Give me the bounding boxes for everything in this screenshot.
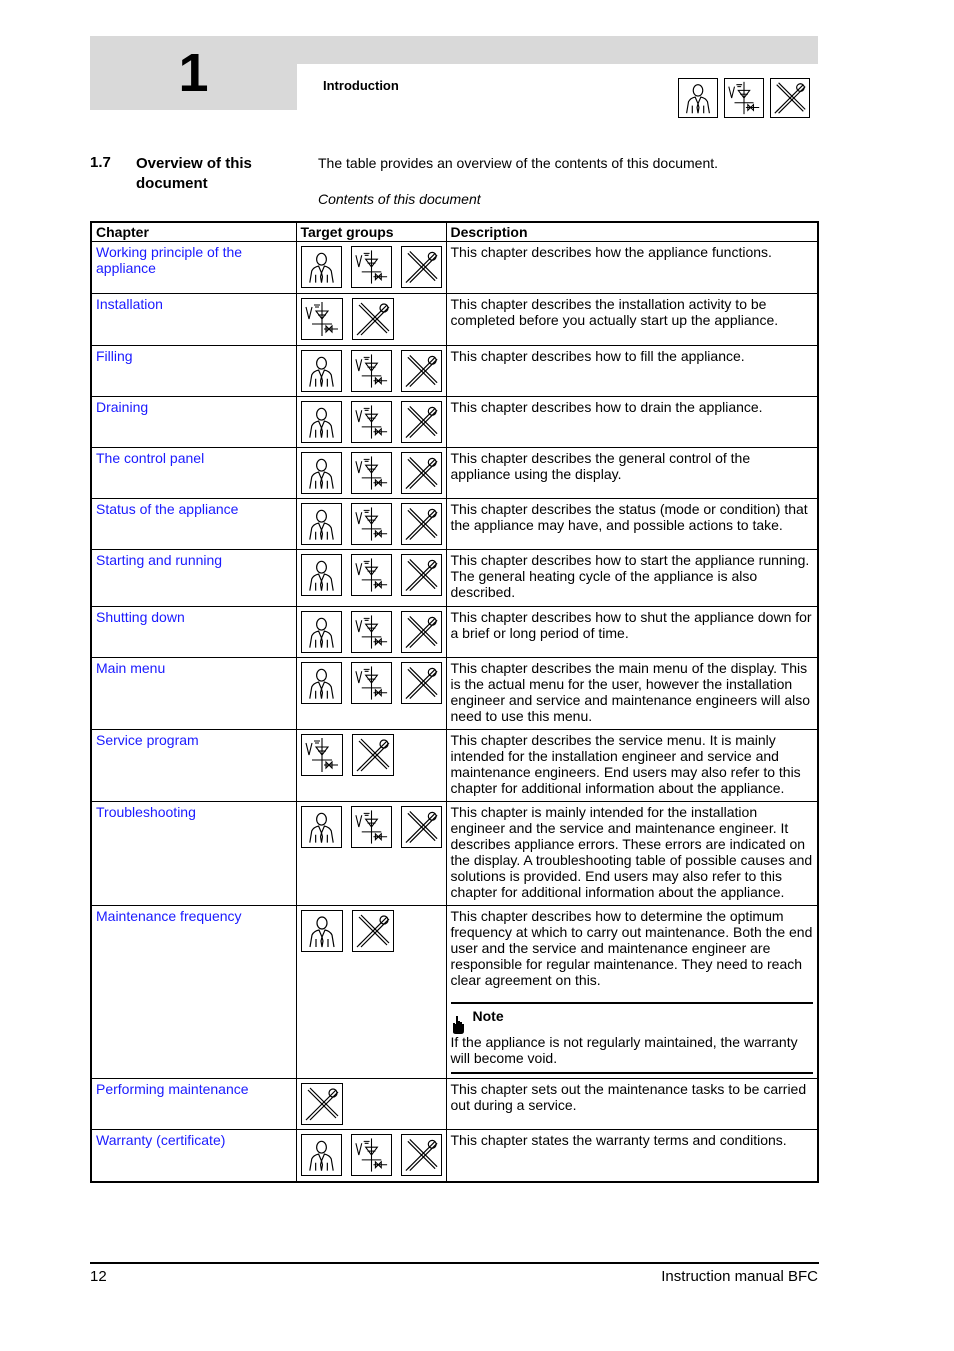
target-groups-cell: [296, 346, 446, 397]
note-title: Note: [472, 1008, 504, 1024]
end-user-icon: [301, 503, 342, 545]
chapter-cell: [91, 802, 296, 906]
end-user-icon: [301, 611, 342, 653]
description-text: This chapter describes how the appliance functions.: [450, 244, 772, 260]
description-cell: [446, 1130, 818, 1182]
description-text: This chapter describes the main menu of the display. This is the actual menu for the user, however the installation engineer and service and maintenance engineers will also need to use this menu.: [450, 660, 811, 724]
table-row: [91, 346, 818, 397]
service-engineer-icon: [401, 503, 442, 545]
service-engineer-icon: [401, 662, 442, 704]
chapter-cell: [91, 1130, 296, 1182]
end-user-icon: [301, 452, 342, 494]
description-cell: [446, 294, 818, 346]
chapter-link[interactable]: Troubleshooting: [96, 804, 196, 820]
target-groups-cell: [296, 294, 446, 346]
installer-icon: [351, 452, 392, 494]
description-text: This chapter describes how to fill the appliance.: [450, 348, 745, 364]
target-groups-cell: [296, 1079, 446, 1130]
installer-icon: [351, 401, 392, 443]
description-text: This chapter sets out the maintenance tasks to be carried out during a service.: [450, 1081, 807, 1113]
target-groups-cell: [296, 550, 446, 607]
chapter-cell: [91, 1079, 296, 1130]
chapter-link[interactable]: Service program: [96, 732, 199, 748]
intro-text: The table provides an overview of the contents of this document.: [318, 155, 719, 171]
description-cell: [446, 397, 818, 448]
installer-icon: [351, 554, 392, 596]
description-text: This chapter describes how to shut the appliance down for a brief or long period of time.: [450, 609, 812, 641]
description-cell: [446, 550, 818, 607]
note-box: [451, 1002, 814, 1074]
description-text: This chapter describes how to drain the appliance.: [450, 399, 763, 415]
table-row: [91, 730, 818, 802]
chapter-cell: [91, 397, 296, 448]
note-text: If the appliance is not regularly maintained, the warranty will become void.: [450, 1034, 798, 1066]
end-user-icon: [301, 1134, 342, 1176]
chapter-link[interactable]: The control panel: [96, 450, 205, 466]
service-engineer-icon: [352, 910, 394, 952]
manual-title: Instruction manual BFC: [661, 1268, 818, 1285]
table-row: [91, 499, 818, 550]
service-engineer-icon: [301, 1083, 343, 1125]
chapter-cell: [91, 658, 296, 730]
end-user-icon: [301, 806, 342, 848]
chapter-cell: [91, 242, 296, 294]
chapter-link[interactable]: Main menu: [96, 660, 166, 676]
description-cell: [446, 346, 818, 397]
table-row: [91, 242, 818, 294]
table-row: [91, 658, 818, 730]
hand-pointer-icon: [451, 1016, 465, 1034]
chapter-cell: [91, 550, 296, 607]
service-engineer-icon: [401, 452, 442, 494]
description-cell: [446, 906, 818, 1079]
description-text: This chapter describes the installation activity to be completed before you actually start up the appliance.: [450, 296, 779, 328]
chapter-link[interactable]: Warranty (certificate): [96, 1132, 226, 1148]
description-text: This chapter states the warranty terms and conditions.: [450, 1132, 787, 1148]
description-cell: [446, 730, 818, 802]
table-row: [91, 1130, 818, 1182]
table-header-row: [91, 222, 818, 242]
chapter-cell: [91, 607, 296, 658]
chapter-link[interactable]: Status of the appliance: [96, 501, 239, 517]
service-engineer-icon: [401, 350, 442, 392]
installer-icon: [351, 611, 392, 653]
end-user-icon: [678, 78, 718, 118]
chapter-cell: [91, 499, 296, 550]
description-text: This chapter is mainly intended for the installation engineer and the service and maintenance engineer. It describes appliance errors. These errors are indicated on the display. A troubleshooting table of possible causes and solutions is provided. End users may also refer to this chapter for additional information about the appliance.: [450, 804, 813, 900]
end-user-icon: [301, 350, 342, 392]
end-user-icon: [301, 554, 342, 596]
section-heading: Overview of this document: [136, 155, 252, 192]
target-groups-cell: [296, 730, 446, 802]
table-row: [91, 607, 818, 658]
header-band-top: [297, 36, 818, 64]
table-row: [91, 294, 818, 346]
end-user-icon: [301, 246, 342, 288]
installer-icon: [301, 298, 343, 340]
target-groups-cell: [296, 1130, 446, 1182]
description-text: This chapter describes how to determine the optimum frequency at which to carry out maintenance. Both the end user and the service and maintenance engineer are responsible for regular maintenance. They need to reach clear agreement on this.: [450, 908, 813, 988]
description-cell: [446, 802, 818, 906]
target-groups-cell: [296, 242, 446, 294]
description-text: This chapter describes the status (mode or condition) that the appliance may have, and possible actions to take.: [450, 501, 808, 533]
target-groups-cell: [296, 499, 446, 550]
column-header-chapter: Chapter: [91, 222, 296, 242]
table-row: [91, 448, 818, 499]
chapter-cell: [91, 730, 296, 802]
installer-icon: [351, 1134, 392, 1176]
description-cell: [446, 448, 818, 499]
description-cell: [446, 607, 818, 658]
service-engineer-icon: [401, 611, 442, 653]
service-engineer-icon: [401, 246, 442, 288]
end-user-icon: [301, 662, 342, 704]
description-text: This chapter describes the general control of the appliance using the display.: [450, 450, 751, 482]
chapter-cell: [91, 346, 296, 397]
chapter-link[interactable]: Installation: [96, 296, 163, 312]
table-row: [91, 550, 818, 607]
chapter-link[interactable]: Shutting down: [96, 609, 185, 625]
installer-icon: [724, 78, 764, 118]
column-header-target-groups: Target groups: [296, 222, 446, 242]
installer-icon: [351, 350, 392, 392]
service-engineer-icon: [352, 734, 394, 776]
table-row: [91, 397, 818, 448]
target-groups-cell: [296, 607, 446, 658]
installer-icon: [351, 246, 392, 288]
section-number: 1.7: [90, 154, 111, 171]
description-cell: [446, 658, 818, 730]
overview-table: [90, 221, 819, 1183]
service-engineer-icon: [401, 806, 442, 848]
chapter-link[interactable]: Draining: [96, 399, 149, 415]
description-cell: [446, 242, 818, 294]
installer-icon: [351, 806, 392, 848]
target-groups-cell: [296, 658, 446, 730]
page-number: 12: [90, 1268, 107, 1285]
footer-rule: [90, 1262, 819, 1264]
chapter-cell: [91, 294, 296, 346]
table-row: [91, 1079, 818, 1130]
chapter-link[interactable]: Starting and running: [96, 552, 223, 568]
description-cell: [446, 1079, 818, 1130]
installer-icon: [301, 734, 343, 776]
chapter-cell: [91, 906, 296, 1079]
chapter-link[interactable]: Performing maintenance: [96, 1081, 249, 1097]
target-groups-cell: [296, 802, 446, 906]
service-engineer-icon: [401, 554, 442, 596]
target-groups-cell: [296, 448, 446, 499]
column-header-description: Description: [446, 222, 818, 242]
section-title: Introduction: [323, 78, 399, 93]
chapter-number: 1: [178, 43, 209, 103]
chapter-link[interactable]: Working principle of the appliance: [96, 244, 243, 276]
table-row: [91, 906, 818, 1079]
table-row: [91, 802, 818, 906]
description-text: This chapter describes the service menu. It is mainly intended for the installation engineer and service and maintenance engineers. End users may also refer to this chapter for additional information about the appliance.: [450, 732, 801, 796]
service-engineer-icon: [401, 1134, 442, 1176]
chapter-cell: [91, 448, 296, 499]
target-groups-cell: [296, 906, 446, 1079]
installer-icon: [351, 503, 392, 545]
end-user-icon: [301, 910, 343, 952]
installer-icon: [351, 662, 392, 704]
header-target-icons: [678, 78, 810, 118]
chapter-link[interactable]: Filling: [96, 348, 133, 364]
end-user-icon: [301, 401, 342, 443]
service-engineer-icon: [770, 78, 810, 118]
chapter-link[interactable]: Maintenance frequency: [96, 908, 242, 924]
service-engineer-icon: [401, 401, 442, 443]
service-engineer-icon: [352, 298, 394, 340]
description-text: This chapter describes how to start the appliance running. The general heating cycle of the appliance is also described.: [450, 552, 810, 600]
table-caption: Contents of this document: [318, 191, 481, 207]
target-groups-cell: [296, 397, 446, 448]
description-cell: [446, 499, 818, 550]
